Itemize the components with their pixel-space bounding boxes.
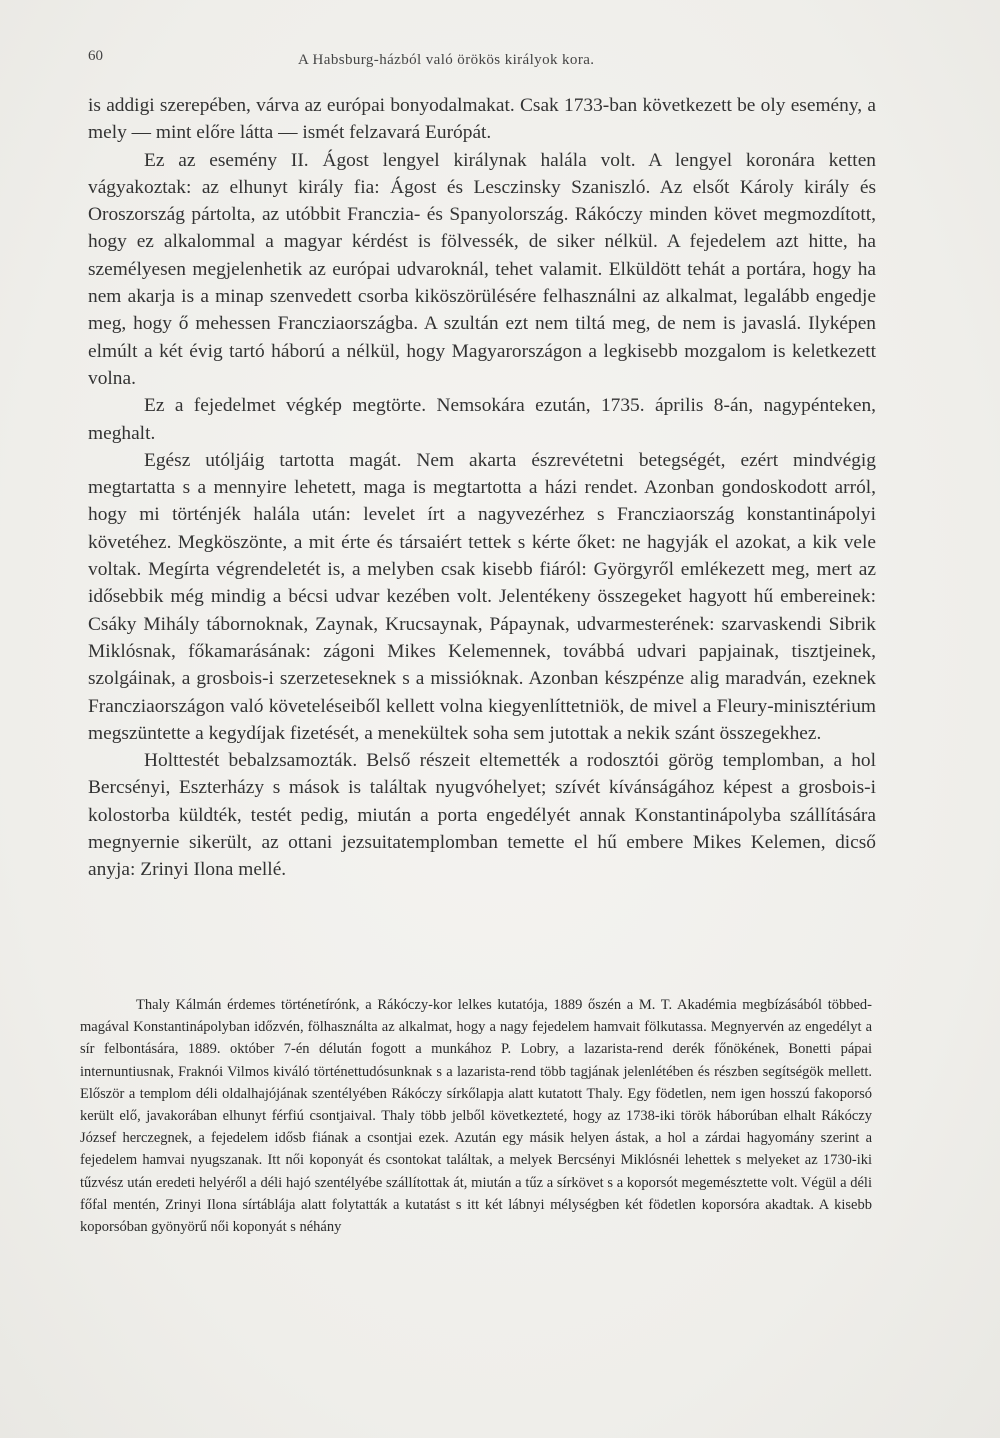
paragraph-testament: Egész utóljáig tartotta magát. Nem akarta észrevétetni betegségét, ezért mindvégig megtartatta s a mennyire lehetett, maga is megtartotta a házi rendet. Azonban gondoskodott arról, hogy mi történjék halála után: levelet írt a nagyvezérhez s Francziaország konstantinápolyi követéhez. Megköszönte, a mit érte és társaiért tettek s kérte őket: ne hagyják el azokat, a kik vele voltak. Megírta végrendeletét is, a melyben csak kisebb fiáról: Györgyről emlékezett meg, mert az idősebbik még mindig a bécsi udvar kezében volt. Jelentékeny összegeket hagyott hű embereinek: Csáky Mihály tábornoknak, Zaynak, Krucsaynak, Pápaynak, udvarmesterének: szarvaskendi Sibrik Miklósnak, főkamarásának: zágoni Mikes Kelemennek, továbbá udvari papjainak, tisztjeinek, szolgáinak, a grosbois-i szerzeteseknek s a missióknak. Azonban készpénze alig maradván, ezeknek Francziaországon való követeléseiből kellett volna kiegyenlíttetniök, de mivel a Fleury-minisztérium megszüntette a kegydíjak fizetését, a menekültek soha sem jutottak a nekik szánt összegekhez. <box>88 449 876 744</box>
paragraph-polish-succession: Ez az esemény II. Ágost lengyel királynak halála volt. A lengyel koronára ketten vágyakoztak: az elhunyt király fia: Ágost és Lesczinsky Szaniszló. Az elsőt Károly király és Oroszország pártolta, az utóbbit Franczia- és Spanyolország. Rákóczy minden követ megmozdított, hogy ez alkalommal a magyar kérdést is fölvessék, de siker nélkül. A fejedelem azt hitte, ha személyesen megjelenhetik az európai udvaroknál, tehet valamit. Elküldött tehát a portára, hogy ha nem akarja is a minap szenvedett csorba kiköszörülésére felhasználni az alkalmat, legalább engedje meg, hogy ő mehessen Francziaországba. A szultán ezt nem tiltá meg, de nem is javaslá. Ilyképen elmúlt a két évig tartó háború a nélkül, hogy Magyarországon a legkisebb mozgalom is keletkezett volna. <box>88 149 876 389</box>
page-number: 60 <box>88 48 103 64</box>
footnote-text: Thaly Kálmán érdemes történetírónk, a Rákóczy-kor lelkes kutatója, 1889 őszén a M. T. Akadémia megbízásából többed-magával Konstantinápolyban időzvén, fölhasználta az alkalmat, hogy a nagy fejedelem hamvait fölkutassa. Megnyervén az engedélyt a sír felbontására, 1889. október 7-én délután fogott a munkához P. Lobry, a lazarista-rend derék főnökének, Bonetti pápai internuntiusnak, Fraknói Vilmos kiváló történettudósunknak s a lazarista-rend több tagjának jelenlétében és részben segítségök mellett. Először a templom déli oldalhajójának szentélyében Rákóczy sírkőlapja alatt kutatott Thaly. Egy födetlen, nem igen hosszú fakoporsó került elő, javakorában elhunyt férfiú csontjaival. Thaly több jelből következteté, hogy az 1738-iki török háborúban elhalt Rákóczy József herczegnek, a fejedelem idősb fiának a csontjai ezek. Azután egy másik helyen ástak, a hol a zárdai hagyomány szerint a fejedelem hamvai nyugszanak. Itt női koponyát és csontokat találtak, a melyek Bercsényi Miklósnéi lehettek s melyeket az 1730-iki tűzvész után eredeti helyéről a déli hajó szentélyébe szállítottak át, miután a tűz a sírkövet s a koporsót megemésztette volt. Végül a déli főfal mentén, Zrinyi Ilona sírtáblája alatt folytatták a kutatást s itt két lábnyi mélységben két födetlen koporsóra akadtak. A kisebb koporsóban gyönyörű női koponyát s néhány <box>80 997 872 1236</box>
running-title: A Habsburg-házból való örökös királyok kora. <box>298 52 595 68</box>
paragraph-continuation: is addigi szerepében, várva az európai bonyodalmakat. Csak 1733-ban következett be oly esemény, a mely — mint előre látta — ismét felzavará Európát. <box>88 95 876 144</box>
main-text <box>88 92 876 884</box>
paragraph-death: Ez a fejedelmet végkép megtörte. Nemsokára ezután, 1735. április 8-án, nagypénteken, meghalt. <box>88 395 876 444</box>
paragraph-burial: Holttestét bebalzsamozták. Belső részeit eltemették a rodosztói görög templomban, a hol Bercsényi, Eszterházy s mások is találtak nyugvóhelyet; szívét kívánságához képest a grosbois-i kolostorba küldték, testét pedig, miután a porta engedélyét annak Konstantinápolyba szállítására megnyernie sikerült, az ottani jezsuitatemplomban temette el hű embere Mikes Kelemen, dicső anyja: Zrinyi Ilona mellé. <box>88 750 876 881</box>
running-head <box>88 44 868 74</box>
footnote <box>80 994 872 1238</box>
